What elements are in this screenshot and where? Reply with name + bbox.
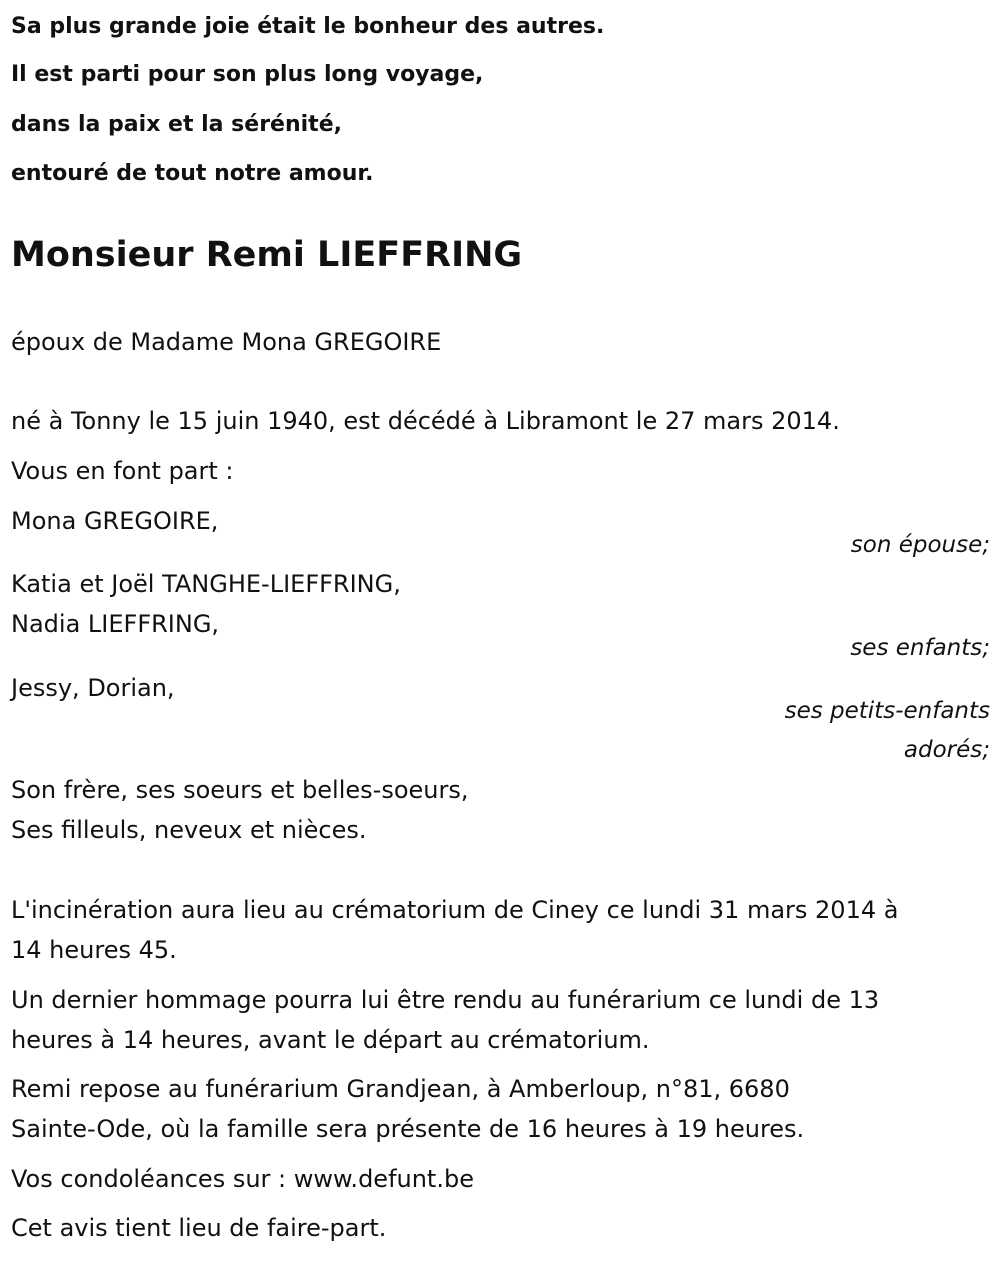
family-grandchildren-role: ses petits-enfants xyxy=(784,698,990,724)
poem-line: Sa plus grande joie était le bonheur des autres. xyxy=(11,14,605,39)
rest-line: Sainte-Ode, où la famille sera présente de 16 heures à 19 heures. xyxy=(11,1115,805,1143)
family-grandchildren-role: adorés; xyxy=(903,737,990,763)
birth-death-line: né à Tonny le 15 juin 1940, est décédé à Libramont le 27 mars 2014. xyxy=(11,407,840,435)
poem-line: Il est parti pour son plus long voyage, xyxy=(11,62,484,87)
family-grandchildren: Jessy, Dorian, xyxy=(11,674,175,702)
announce-line: Vous en font part : xyxy=(11,457,234,485)
poem-line: entouré de tout notre amour. xyxy=(11,161,374,186)
family-child: Katia et Joël TANGHE-LIEFFRING, xyxy=(11,570,401,598)
tribute-line: heures à 14 heures, avant le départ au crématorium. xyxy=(11,1026,650,1054)
family-godchildren: Ses filleuls, neveux et nièces. xyxy=(11,816,367,844)
deceased-name-title: Monsieur Remi LIEFFRING xyxy=(11,235,523,275)
notice-line: Cet avis tient lieu de faire-part. xyxy=(11,1214,387,1242)
family-children-role: ses enfants; xyxy=(850,635,990,661)
cremation-line: L'incinération aura lieu au crématorium de Ciney ce lundi 31 mars 2014 à xyxy=(11,896,899,924)
cremation-line: 14 heures 45. xyxy=(11,936,177,964)
family-spouse: Mona GREGOIRE, xyxy=(11,507,219,535)
condolences-line: Vos condoléances sur : www.defunt.be xyxy=(11,1165,474,1193)
family-siblings: Son frère, ses soeurs et belles-soeurs, xyxy=(11,776,469,804)
family-child: Nadia LIEFFRING, xyxy=(11,610,220,638)
spouse-line: époux de Madame Mona GREGOIRE xyxy=(11,328,442,356)
tribute-line: Un dernier hommage pourra lui être rendu au funérarium ce lundi de 13 xyxy=(11,986,880,1014)
rest-line: Remi repose au funérarium Grandjean, à Amberloup, n°81, 6680 xyxy=(11,1075,790,1103)
poem-line: dans la paix et la sérénité, xyxy=(11,112,342,137)
family-spouse-role: son épouse; xyxy=(850,532,990,558)
